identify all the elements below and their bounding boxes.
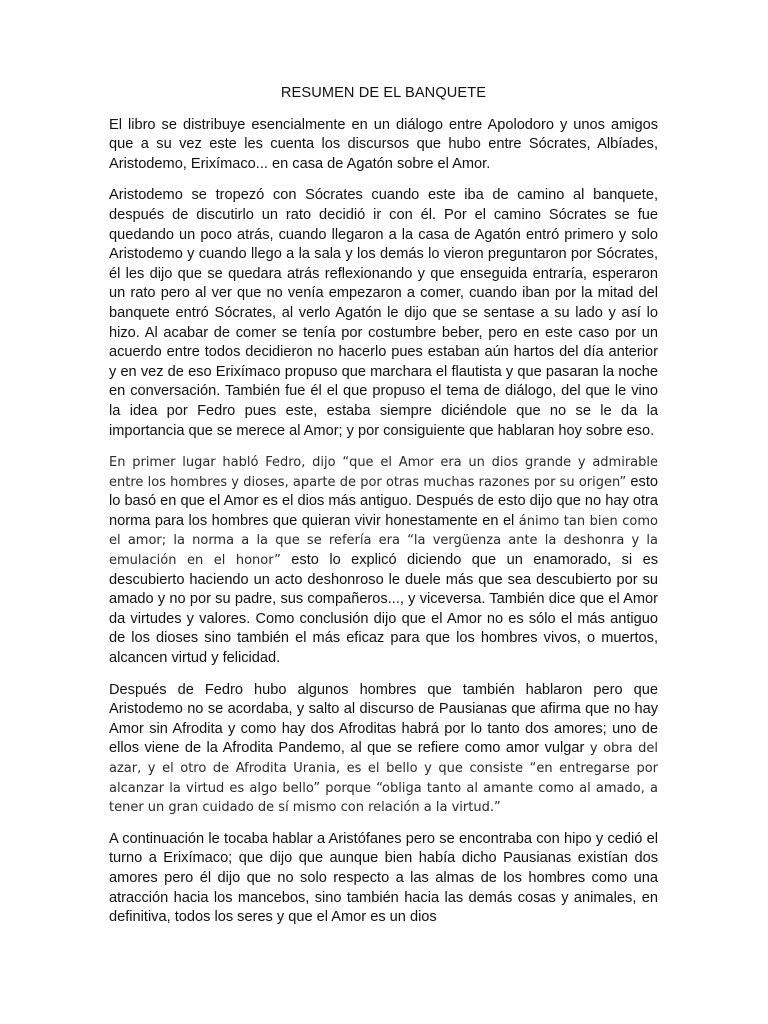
- document-title: RESUMEN DE EL BANQUETE: [280, 85, 487, 101]
- fedro-quote-text-2: ánimo tan bien como el amor; la norma a la que se refería era “la vergüenza ante la deshonra y la emulación en el honor”: [109, 513, 658, 569]
- paragraph-eriximaco: A continuación le tocaba hablar a Aristófanes pero se encontraba con hipo y cedió el turno a Erixímaco; que dijo que aunque bien había dicho Pausianas existían dos amores pero él dijo que no solo respecto a las almas de los hombres como una atracción hacia los mancebos, sino también hacia las demás cosas y animales, en definitiva, todos los seres y que el Amor es un dios: [109, 830, 658, 926]
- pausanias-text-1: Después de Fedro hubo algunos hombres que también hablaron pero que Aristodemo no se acordaba, y salto al discurso de Pausianas que afirma que no hay Amor sin Afrodita y como hay dos Afroditas habrá por lo tanto dos amores; uno de ellos viene de la Afrodita Pandemo, al que se refiere como amor vulgar: [109, 681, 658, 757]
- fedro-text-2: esto lo explicó diciendo que un enamorado, si es descubierto haciendo un acto deshonroso le duele más que sea descubierto por su amado y no por su padre, sus compañeros..., y viceversa. También dice que el Amor da virtudes y valores. Como conclusión dijo que el Amor no es sólo el más antiguo de los dioses sino también el más eficaz para que los hombres vivos, o muertos, alcancen virtud y felicidad.: [109, 552, 658, 667]
- fedro-text-1: esto lo basó en que el Amor es el dios más antiguo. Después de esto dijo que no hay otra norma para los hombres que quieran vivir honestamente en el: [109, 473, 658, 529]
- fedro-quote-text: En primer lugar habló Fedro, dijo “que el Amor era un dios grande y admirable entre los hombres y dioses, aparte de por otras muchas razones por su origen”: [109, 455, 658, 490]
- paragraph-intro: El libro se distribuye esencialmente en un diálogo entre Apolodoro y unos amigos que a su vez este les cuenta los discursos que hubo entre Sócrates, Albíades, Aristodemo, Erixímaco... en casa de Agatón sobre el Amor.: [109, 116, 658, 172]
- document-page: [109, 84, 658, 940]
- paragraph-fedro: [109, 453, 658, 669]
- paragraph-pausanias: [109, 681, 658, 818]
- pausanias-quote-text: y obra del azar, y el otro de Afrodita Urania, es el bello y que consiste “en entregarse por alcanzar la virtud es algo bello” porque “obliga tanto al amante como al amado, a tener un gran cuidado de sí mismo con relación a la virtud.”: [109, 741, 659, 816]
- paragraph-aristodemo: Aristodemo se tropezó con Sócrates cuando este iba de camino al banquete, después de discutirlo un rato decidió ir con él. Por el camino Sócrates se fue quedando un poco atrás, cuando llegaron a la casa de Agatón entró primero y solo Aristodemo y cuando llego a la sala y los demás lo vieron preguntaron por Sócrates, él les dijo que se quedara atrás reflexionando y que enseguida entraría, esperaron un rato pero al ver que no venía empezaron a comer, cuando iban por la mitad del banquete entró Sócrates, al verlo Agatón le dijo que se sentase a su lado y así lo hizo. Al acabar de comer se tenía por costumbre beber, pero en este caso por un acuerdo entre todos decidieron no hacerlo pues estaban aún hartos del día anterior y en vez de eso Erixímaco propuso que marchara el flautista y que pasaran la noche en conversación. También fue él el que propuso el tema de diálogo, del que le vino la idea por Fedro pues este, estaba siempre diciéndole que no se le da la importancia que se merece al Amor; y por consiguiente que hablaran hoy sobre eso.: [109, 187, 658, 439]
